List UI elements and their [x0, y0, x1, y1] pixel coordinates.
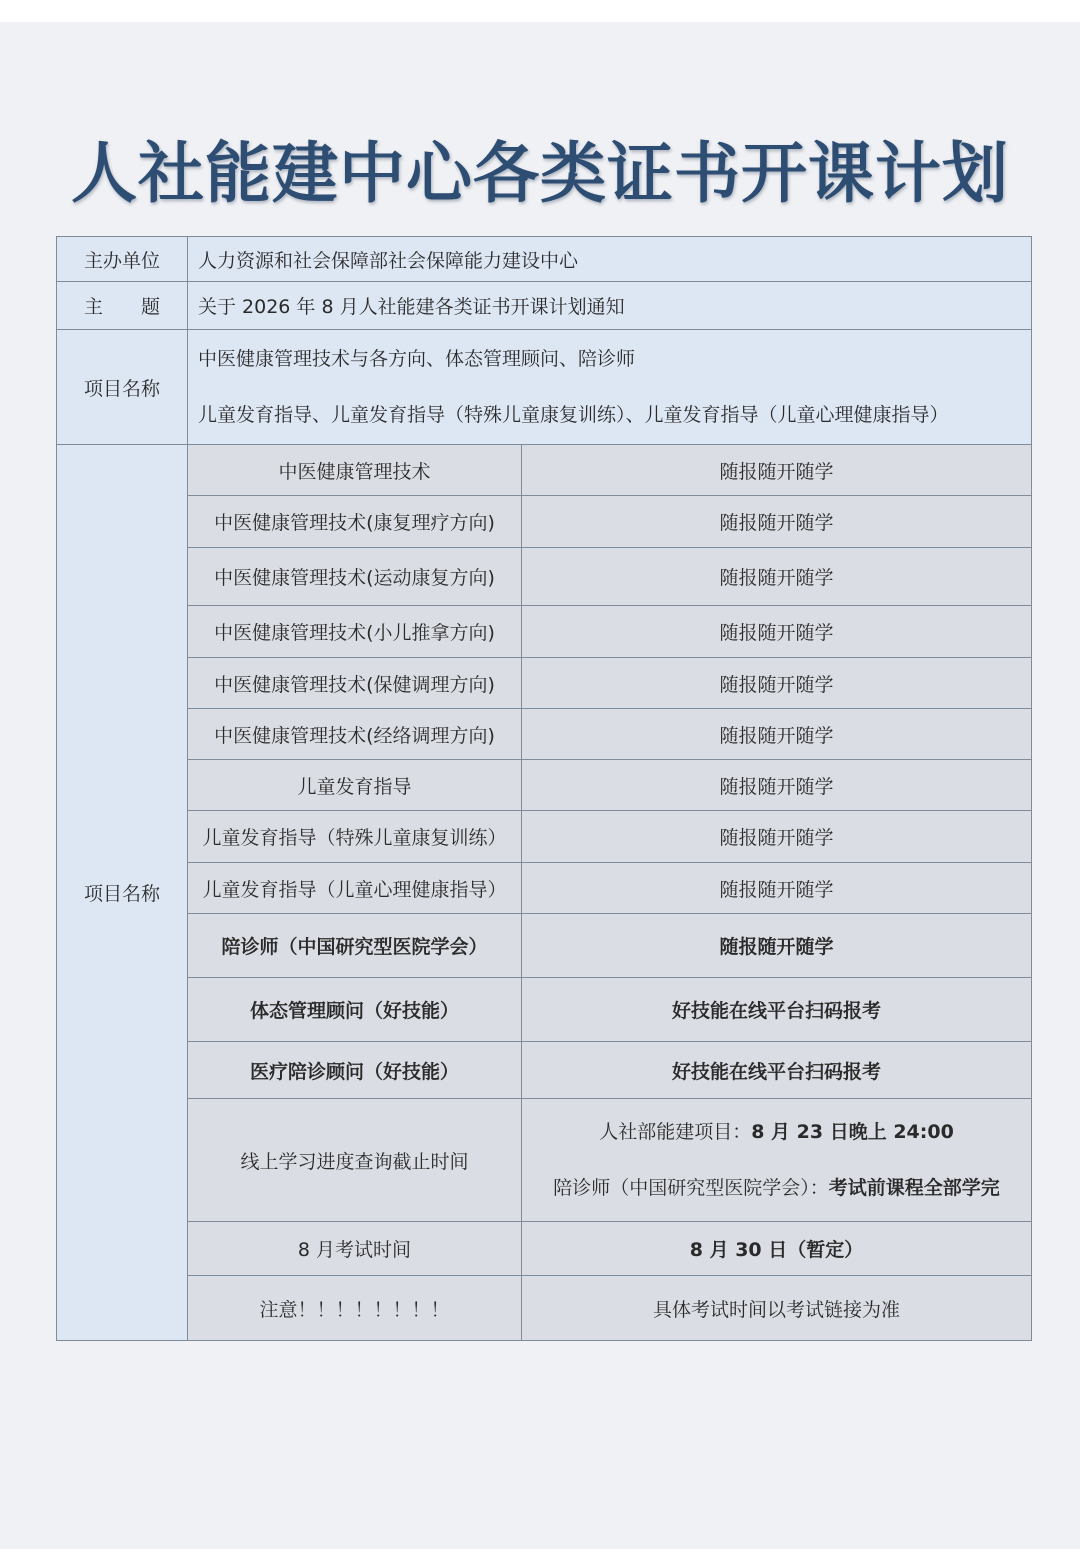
project-line-1: 中医健康管理技术与各方向、体态管理顾问、陪诊师 — [198, 348, 636, 370]
schedule-side-label: 项目名称 — [57, 445, 188, 1341]
note-value: 具体考试时间以考试链接为准 — [522, 1276, 1032, 1341]
course-status: 好技能在线平台扫码报考 — [522, 1042, 1032, 1099]
project-label: 项目名称 — [57, 330, 188, 445]
table-row — [57, 760, 1032, 811]
course-name: 中医健康管理技术(经络调理方向) — [188, 709, 522, 760]
table-row — [57, 658, 1032, 709]
table-row — [57, 709, 1032, 760]
table-row — [57, 606, 1032, 658]
deadline-line-1-prefix: 人社部能建项目： — [599, 1121, 752, 1143]
exam-row — [57, 1222, 1032, 1276]
table-row — [57, 1042, 1032, 1099]
course-status: 随报随开随学 — [522, 445, 1032, 496]
exam-label: 8 月考试时间 — [188, 1222, 522, 1276]
table-row — [57, 548, 1032, 606]
project-line-2: 儿童发育指导、儿童发育指导（特殊儿童康复训练）、儿童发育指导（儿童心理健康指导） — [198, 404, 949, 426]
topic-row — [57, 282, 1032, 330]
deadline-label: 线上学习进度查询截止时间 — [188, 1099, 522, 1222]
course-status: 好技能在线平台扫码报考 — [522, 978, 1032, 1042]
course-name: 中医健康管理技术(保健调理方向) — [188, 658, 522, 709]
deadline-line-1 — [523, 1104, 1030, 1160]
course-status: 随报随开随学 — [522, 606, 1032, 658]
project-value — [188, 330, 1032, 445]
organizer-value: 人力资源和社会保障部社会保障能力建设中心 — [188, 237, 1032, 282]
table-row — [57, 914, 1032, 978]
page-title: 人社能建中心各类证书开课计划 — [71, 135, 1009, 212]
course-name: 儿童发育指导 — [188, 760, 522, 811]
note-label: 注意！！！！！！！！ — [188, 1276, 522, 1341]
deadline-line-2-value: 考试前课程全部学完 — [828, 1177, 1000, 1199]
topic-value: 关于 2026 年 8 月人社能建各类证书开课计划通知 — [188, 282, 1032, 330]
course-status: 随报随开随学 — [522, 496, 1032, 548]
deadline-value — [522, 1099, 1032, 1222]
course-name: 中医健康管理技术 — [188, 445, 522, 496]
table-row — [57, 978, 1032, 1042]
course-status: 随报随开随学 — [522, 658, 1032, 709]
course-name: 医疗陪诊顾问（好技能） — [188, 1042, 522, 1099]
project-row — [57, 330, 1032, 445]
table-row — [57, 496, 1032, 548]
deadline-row — [57, 1099, 1032, 1222]
course-status: 随报随开随学 — [522, 760, 1032, 811]
exam-value: 8 月 30 日（暂定） — [522, 1222, 1032, 1276]
course-name: 中医健康管理技术(运动康复方向) — [188, 548, 522, 606]
course-name: 中医健康管理技术(小儿推拿方向) — [188, 606, 522, 658]
course-status: 随报随开随学 — [522, 863, 1032, 914]
course-name: 体态管理顾问（好技能） — [188, 978, 522, 1042]
note-row — [57, 1276, 1032, 1341]
course-name: 儿童发育指导（儿童心理健康指导） — [188, 863, 522, 914]
info-table — [56, 236, 1032, 1341]
deadline-line-1-value: 8 月 23 日晚上 24:00 — [751, 1121, 954, 1143]
deadline-line-2-prefix: 陪诊师（中国研究型医院学会）： — [553, 1177, 829, 1199]
course-name: 儿童发育指导（特殊儿童康复训练） — [188, 811, 522, 863]
table-row — [57, 445, 1032, 496]
table-row — [57, 811, 1032, 863]
organizer-label: 主办单位 — [57, 237, 188, 282]
course-name: 中医健康管理技术(康复理疗方向) — [188, 496, 522, 548]
course-status: 随报随开随学 — [522, 709, 1032, 760]
course-name: 陪诊师（中国研究型医院学会） — [188, 914, 522, 978]
deadline-line-2 — [523, 1160, 1030, 1216]
course-status: 随报随开随学 — [522, 811, 1032, 863]
course-status: 随报随开随学 — [522, 548, 1032, 606]
course-status: 随报随开随学 — [522, 914, 1032, 978]
topic-label: 主 题 — [57, 282, 188, 330]
table-row — [57, 863, 1032, 914]
organizer-row — [57, 237, 1032, 282]
